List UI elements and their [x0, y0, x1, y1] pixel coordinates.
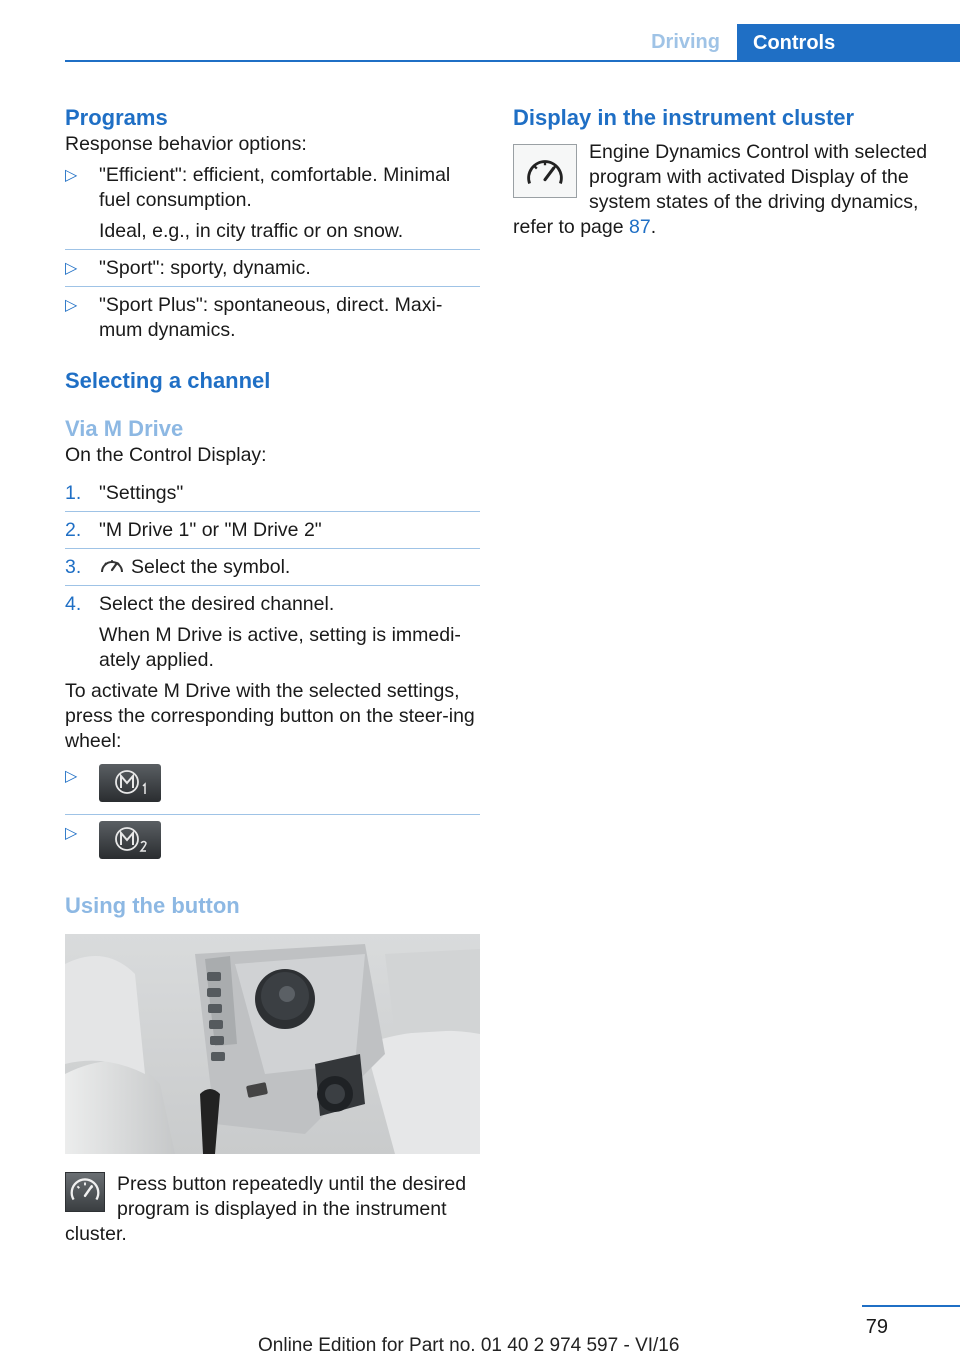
m1-button-icon	[99, 764, 161, 802]
header-chapter: Controls	[737, 24, 960, 62]
right-column	[513, 104, 933, 240]
step-number: 2.	[65, 519, 82, 541]
m2-button-icon	[99, 821, 161, 859]
bullet-triangle-icon: ▷	[65, 297, 78, 314]
list-separator	[65, 585, 480, 586]
step-number: 1.	[65, 482, 82, 504]
header-section: Driving	[651, 31, 720, 53]
page-number: 79	[865, 1316, 888, 1338]
page-link-87[interactable]: 87	[629, 216, 651, 238]
button-item-m2	[65, 821, 480, 866]
program-text: "Efficient": efficient, comfortable. Minimal fuel consumption.	[99, 164, 451, 211]
list-separator	[65, 286, 480, 287]
bullet-triangle-icon: ▷	[65, 260, 78, 277]
bullet-triangle-icon: ▷	[65, 167, 78, 184]
gauge-icon	[513, 144, 577, 198]
header-rule	[65, 60, 960, 62]
display-cluster-period: .	[650, 216, 657, 238]
step-text: Select the symbol.	[131, 556, 291, 578]
via-mdrive-heading: Via M Drive	[65, 416, 184, 441]
footer-rule	[862, 1305, 960, 1307]
program-text: "Sport Plus": spontaneous, direct. Maxi‐mum dynamics.	[99, 294, 443, 341]
step-text: Select the desired channel.	[99, 593, 335, 615]
bullet-triangle-icon: ▷	[65, 768, 78, 785]
step-4	[65, 592, 480, 673]
program-note: Ideal, e.g., in city traffic or on snow.	[99, 220, 404, 242]
step-3	[65, 555, 480, 580]
display-cluster-heading: Display in the instrument cluster	[513, 105, 855, 130]
step-text: "M Drive 1" or "M Drive 2"	[99, 519, 322, 541]
program-item-efficient	[65, 163, 480, 244]
gauge-icon	[65, 1172, 105, 1212]
activate-text: To activate M Drive with the selected settings, press the corresponding button on the steer‐ing wheel:	[65, 680, 475, 752]
center-console-photo	[65, 934, 480, 1154]
selecting-channel-heading: Selecting a channel	[65, 368, 271, 393]
list-separator	[65, 511, 480, 512]
step-number: 4.	[65, 593, 82, 615]
display-cluster-body: Engine Dynamics Control with selected program with activated Display of the system states of the driving dynamics, refer to page	[513, 141, 928, 238]
step-note: When M Drive is active, setting is immedi‐ately applied.	[99, 624, 461, 671]
button-text: Press button repeatedly until the desired program is displayed in the instrument cluster.	[65, 1173, 467, 1245]
bullet-triangle-icon: ▷	[65, 825, 78, 842]
button-item-m1	[65, 764, 480, 809]
program-item-sport	[65, 256, 480, 281]
gauge-icon	[99, 555, 125, 577]
list-separator	[65, 548, 480, 549]
list-separator	[65, 814, 480, 815]
mdrive-intro: On the Control Display:	[65, 444, 267, 466]
left-column	[65, 104, 480, 1247]
program-item-sport-plus	[65, 293, 480, 343]
button-instruction	[65, 1172, 480, 1247]
programs-heading: Programs	[65, 105, 168, 130]
program-text: "Sport": sporty, dynamic.	[99, 257, 311, 279]
edition-text: Online Edition for Part no. 01 40 2 974 597 - VI/16	[258, 1335, 680, 1356]
step-1	[65, 481, 480, 506]
using-button-heading: Using the button	[65, 893, 240, 918]
programs-intro: Response behavior options:	[65, 133, 307, 155]
step-2	[65, 518, 480, 543]
list-separator	[65, 249, 480, 250]
step-text: "Settings"	[99, 482, 184, 504]
step-number: 3.	[65, 556, 82, 578]
